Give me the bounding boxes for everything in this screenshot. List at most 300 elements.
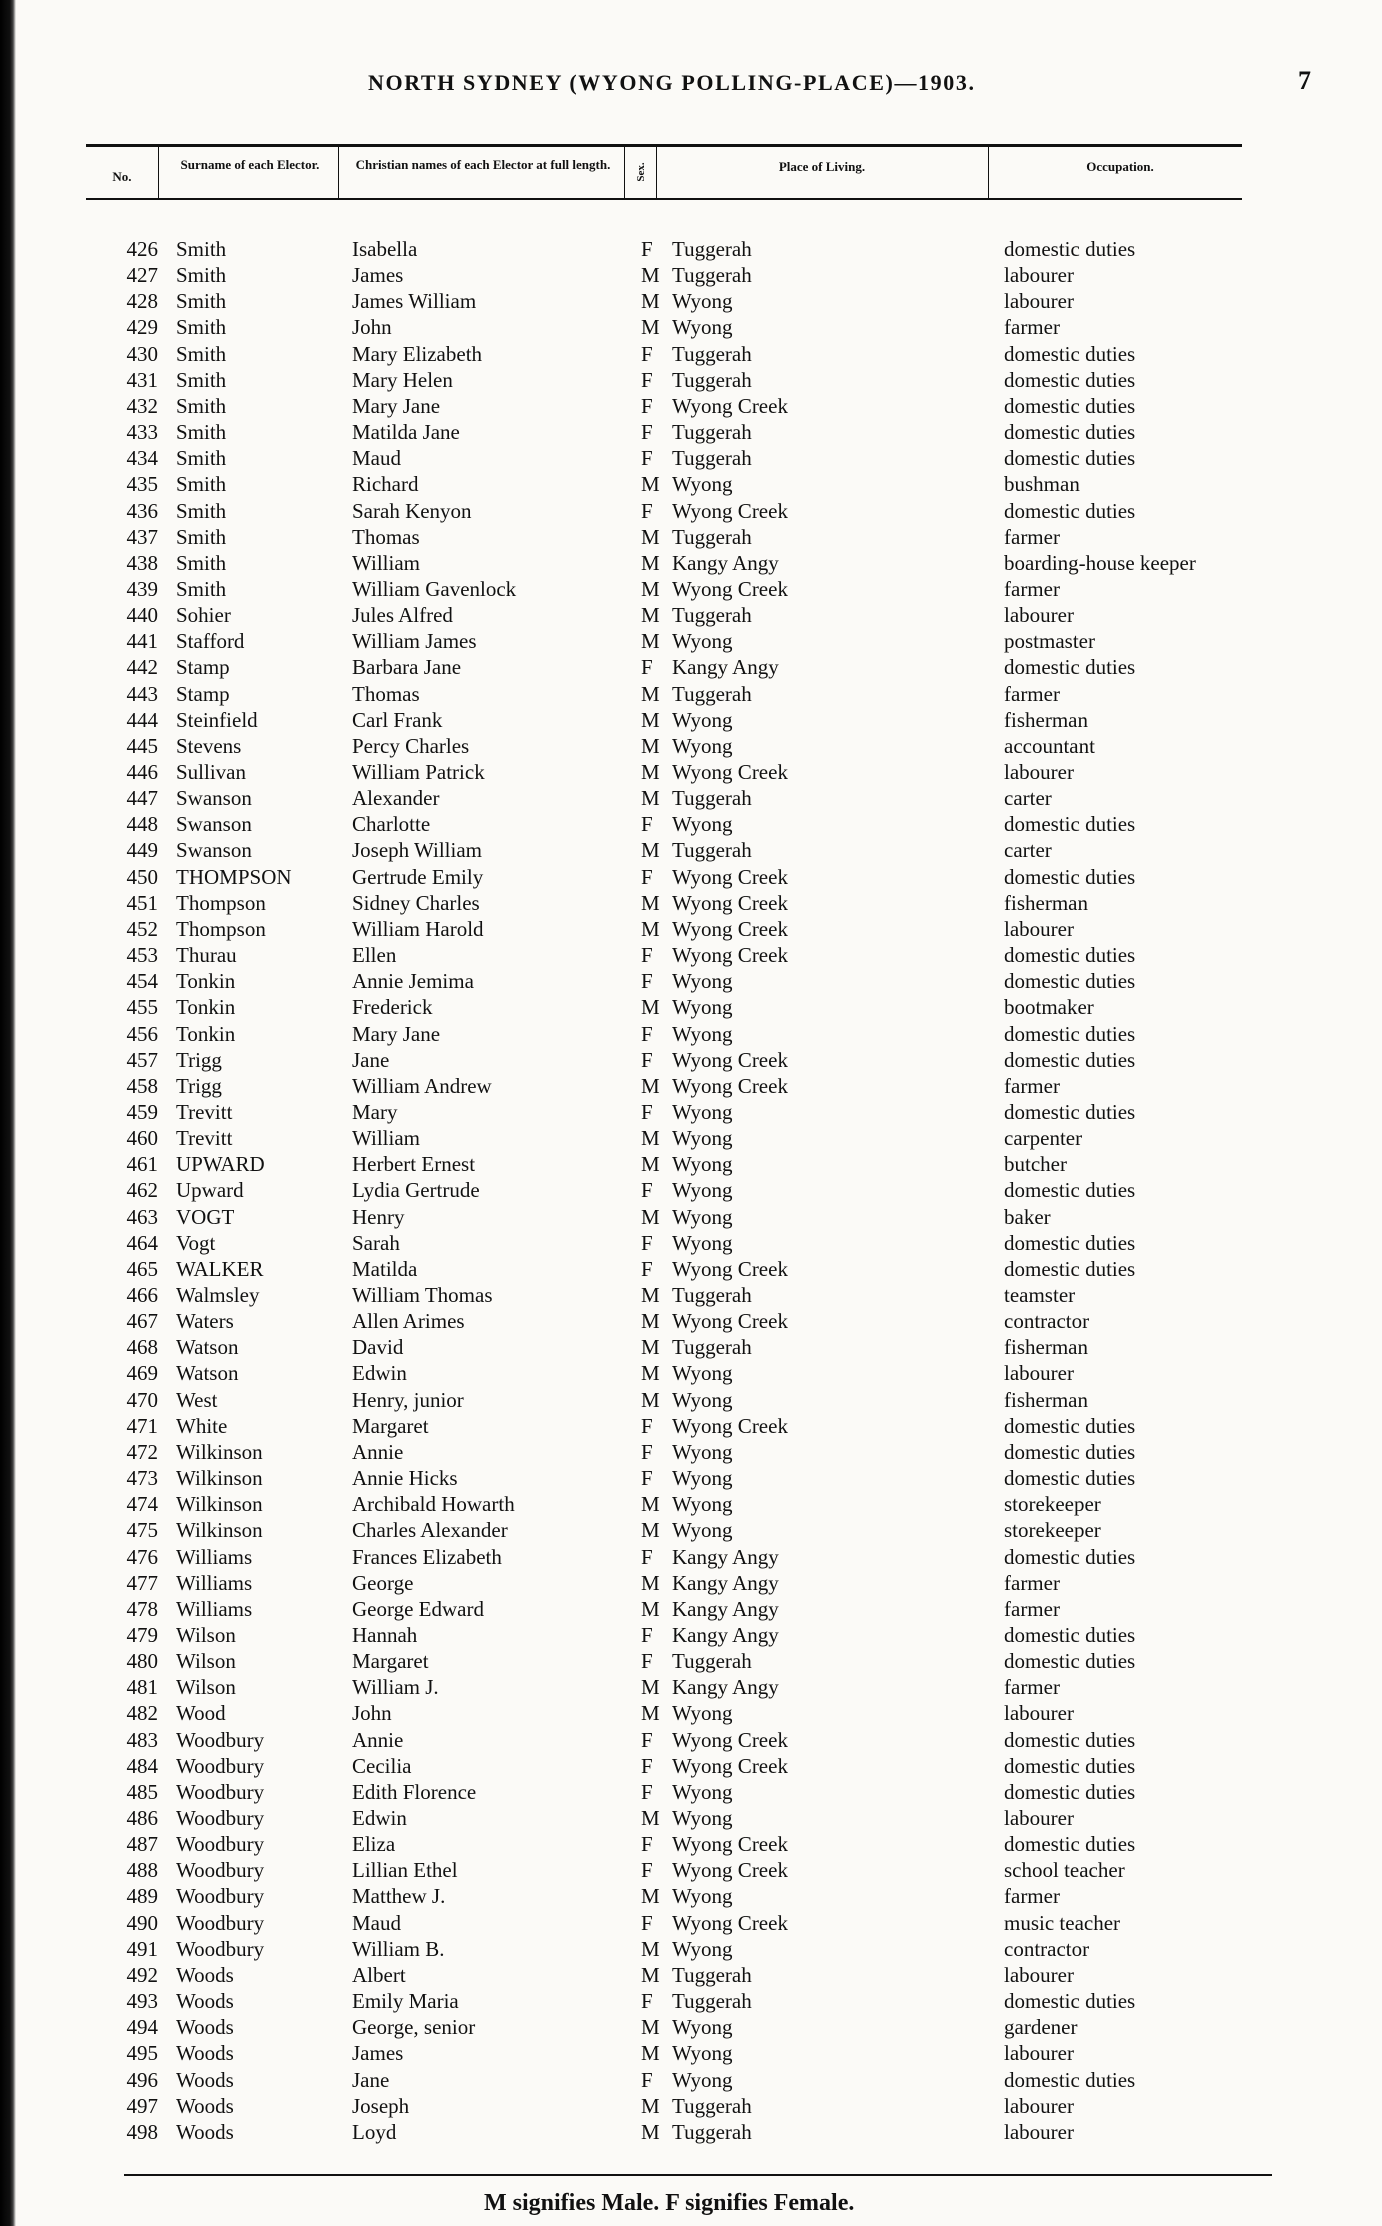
elector-place: Tuggerah	[672, 1649, 752, 1674]
elector-christian-names: James	[352, 2041, 404, 2066]
elector-surname: Woodbury	[176, 1753, 265, 1778]
elector-number: 474	[126, 1492, 158, 1517]
elector-surname: Smith	[176, 289, 227, 314]
elector-place: Wyong Creek	[672, 1047, 788, 1072]
elector-sex: F	[641, 237, 653, 261]
elector-number: 442	[126, 655, 158, 680]
elector-surname: Steinfield	[176, 707, 258, 732]
footer-rule	[124, 2174, 1272, 2176]
elector-number: 457	[126, 1047, 158, 1072]
elector-surname: Tonkin	[176, 995, 236, 1020]
elector-place: Wyong	[672, 1204, 733, 1229]
elector-sex: M	[641, 263, 660, 288]
elector-christian-names: George	[352, 1570, 414, 1595]
elector-place: Wyong	[672, 1884, 733, 1909]
elector-sex: M	[641, 1387, 660, 1412]
elector-sex: F	[641, 393, 653, 418]
elector-occupation: contractor	[1004, 1936, 1090, 1961]
elector-place: Wyong	[672, 289, 733, 314]
elector-christian-names: Barbara Jane	[352, 655, 462, 680]
elector-sex: M	[641, 1675, 660, 1700]
elector-place: Wyong Creek	[672, 1727, 788, 1752]
elector-occupation: school teacher	[1004, 1858, 1125, 1883]
elector-surname: Woods	[176, 2067, 234, 2092]
elector-christian-names: William Thomas	[352, 1283, 493, 1307]
header-bottom-rule	[86, 198, 1242, 200]
elector-number: 453	[126, 943, 158, 968]
elector-surname: Swanson	[176, 812, 252, 837]
elector-surname: Stamp	[176, 655, 230, 680]
elector-place: Wyong	[672, 1178, 733, 1203]
elector-surname: Wilkinson	[176, 1518, 263, 1543]
elector-number: 494	[126, 2015, 158, 2040]
elector-sex: M	[641, 1204, 660, 1229]
elector-number: 478	[126, 1596, 158, 1621]
elector-number: 493	[126, 1989, 158, 2014]
elector-number: 483	[126, 1727, 158, 1752]
elector-christian-names: Carl Frank	[352, 707, 443, 732]
elector-christian-names: Isabella	[352, 237, 418, 261]
elector-place: Tuggerah	[672, 2093, 752, 2118]
elector-christian-names: Frances Elizabeth	[352, 1544, 502, 1569]
elector-occupation: domestic duties	[1004, 1544, 1136, 1569]
elector-christian-names: Ellen	[352, 943, 397, 968]
elector-number: 491	[126, 1936, 158, 1961]
elector-christian-names: James	[352, 263, 404, 288]
elector-number: 443	[126, 681, 158, 706]
elector-place: Wyong	[672, 1021, 733, 1046]
elector-occupation: domestic duties	[1004, 1753, 1136, 1778]
elector-christian-names: Lillian Ethel	[352, 1858, 458, 1883]
elector-occupation: domestic duties	[1004, 1230, 1136, 1255]
elector-number: 463	[126, 1204, 158, 1229]
elector-number: 465	[126, 1256, 158, 1281]
elector-surname: Wood	[176, 1701, 226, 1726]
elector-sex: F	[641, 1832, 653, 1857]
elector-occupation: gardener	[1004, 2015, 1078, 2040]
elector-occupation: bootmaker	[1004, 995, 1094, 1020]
elector-surname: Woodbury	[176, 1727, 265, 1752]
elector-number: 486	[126, 1806, 158, 1830]
elector-place: Wyong	[672, 629, 733, 654]
elector-christian-names: Henry	[352, 1204, 405, 1229]
elector-place: Wyong	[672, 2067, 733, 2092]
elector-occupation: domestic duties	[1004, 1622, 1136, 1647]
elector-place: Kangy Angy	[672, 1622, 779, 1647]
elector-surname: Woodbury	[176, 1858, 265, 1883]
elector-surname: Stamp	[176, 681, 230, 706]
elector-surname: Upward	[176, 1178, 244, 1203]
elector-christian-names: Maud	[352, 446, 401, 471]
elector-christian-names: Mary Elizabeth	[352, 341, 483, 366]
elector-sex: M	[641, 2041, 660, 2066]
elector-occupation: storekeeper	[1004, 1518, 1101, 1543]
column-header-place: Place of Living.	[778, 159, 866, 174]
elector-occupation: domestic duties	[1004, 1413, 1136, 1438]
elector-sex: F	[641, 1230, 653, 1255]
elector-occupation: domestic duties	[1004, 1727, 1136, 1752]
elector-sex: F	[641, 446, 653, 471]
elector-surname: Wilson	[176, 1622, 236, 1647]
elector-occupation: domestic duties	[1004, 655, 1136, 680]
elector-number: 426	[126, 237, 158, 261]
elector-place: Tuggerah	[672, 367, 752, 392]
elector-surname: Trigg	[176, 1073, 222, 1098]
elector-place: Tuggerah	[672, 341, 752, 366]
elector-occupation: farmer	[1004, 1570, 1060, 1595]
elector-christian-names: Allen Arimes	[352, 1309, 465, 1334]
elector-number: 476	[126, 1544, 158, 1569]
elector-christian-names: Herbert Ernest	[352, 1152, 476, 1177]
elector-place: Wyong	[672, 1387, 733, 1412]
elector-christian-names: Mary Helen	[352, 367, 453, 392]
elector-christian-names: Edwin	[352, 1361, 407, 1386]
elector-christian-names: Edith Florence	[352, 1779, 477, 1804]
elector-occupation: farmer	[1004, 1675, 1060, 1700]
elector-occupation: labourer	[1004, 2041, 1074, 2066]
elector-sex: M	[641, 1361, 660, 1386]
elector-number: 448	[126, 812, 158, 837]
elector-christian-names: Eliza	[352, 1832, 396, 1857]
elector-place: Tuggerah	[672, 1283, 752, 1307]
elector-occupation: carter	[1004, 786, 1052, 811]
elector-sex: M	[641, 1492, 660, 1517]
elector-place: Wyong Creek	[672, 393, 788, 418]
elector-sex: M	[641, 1596, 660, 1621]
elector-surname: Trevitt	[176, 1126, 233, 1151]
elector-christian-names: Matthew J.	[352, 1884, 446, 1909]
elector-surname: Woods	[176, 2015, 234, 2040]
elector-number: 492	[126, 1962, 158, 1987]
elector-number: 498	[126, 2119, 158, 2144]
elector-sex: M	[641, 890, 660, 915]
elector-occupation: domestic duties	[1004, 1649, 1136, 1674]
elector-occupation: butcher	[1004, 1152, 1067, 1177]
elector-surname: Williams	[176, 1544, 253, 1569]
elector-place: Wyong	[672, 1361, 733, 1386]
elector-place: Tuggerah	[672, 681, 752, 706]
book-spine-edge	[0, 0, 16, 2226]
elector-occupation: labourer	[1004, 1806, 1074, 1830]
elector-place: Kangy Angy	[672, 1596, 779, 1621]
elector-sex: M	[641, 733, 660, 758]
elector-sex: M	[641, 603, 660, 628]
elector-number: 469	[126, 1361, 158, 1386]
elector-place: Wyong	[672, 1701, 733, 1726]
elector-christian-names: Mary	[352, 1099, 398, 1124]
elector-sex: M	[641, 1701, 660, 1726]
elector-number: 430	[126, 341, 158, 366]
elector-surname: Smith	[176, 446, 227, 471]
elector-christian-names: Mary Jane	[352, 1021, 441, 1046]
elector-sex: M	[641, 524, 660, 549]
elector-surname: Woods	[176, 2041, 234, 2066]
elector-christian-names: William Andrew	[352, 1073, 492, 1098]
page-number: 7	[1298, 66, 1311, 95]
elector-occupation: domestic duties	[1004, 1439, 1136, 1464]
elector-place: Wyong	[672, 1492, 733, 1517]
elector-occupation: contractor	[1004, 1309, 1090, 1334]
elector-occupation: domestic duties	[1004, 1021, 1136, 1046]
elector-surname: Smith	[176, 237, 227, 261]
elector-place: Wyong	[672, 1126, 733, 1151]
elector-sex: F	[641, 1727, 653, 1752]
elector-occupation: labourer	[1004, 760, 1074, 784]
elector-number: 479	[126, 1622, 158, 1647]
elector-surname: Smith	[176, 472, 227, 497]
elector-occupation: fisherman	[1004, 890, 1088, 915]
elector-sex: M	[641, 1962, 660, 1987]
column-divider	[624, 144, 625, 200]
elector-place: Wyong	[672, 812, 733, 837]
elector-sex: F	[641, 812, 653, 837]
elector-occupation: domestic duties	[1004, 864, 1136, 889]
elector-sex: F	[641, 498, 653, 523]
elector-place: Tuggerah	[672, 237, 752, 261]
elector-place: Wyong	[672, 969, 733, 994]
elector-surname: Smith	[176, 393, 227, 418]
elector-place: Tuggerah	[672, 420, 752, 445]
elector-number: 466	[126, 1283, 158, 1307]
elector-surname: Woods	[176, 2119, 234, 2144]
elector-sex: F	[641, 943, 653, 968]
elector-surname: Woodbury	[176, 1936, 265, 1961]
page-title: NORTH SYDNEY (WYONG POLLING-PLACE)—1903.	[368, 70, 976, 95]
elector-number: 441	[126, 629, 158, 654]
elector-number: 432	[126, 393, 158, 418]
elector-christian-names: Annie	[352, 1439, 404, 1464]
elector-number: 447	[126, 786, 158, 811]
elector-surname: Smith	[176, 576, 227, 601]
elector-place: Wyong	[672, 1936, 733, 1961]
elector-number: 481	[126, 1675, 158, 1700]
elector-sex: F	[641, 1779, 653, 1804]
elector-sex: F	[641, 2067, 653, 2092]
elector-christian-names: James William	[352, 289, 477, 314]
elector-occupation: domestic duties	[1004, 1099, 1136, 1124]
elector-number: 480	[126, 1649, 158, 1674]
elector-surname: Wilkinson	[176, 1492, 263, 1517]
elector-surname: Thompson	[176, 916, 266, 941]
elector-sex: M	[641, 707, 660, 732]
elector-occupation: domestic duties	[1004, 393, 1136, 418]
elector-number: 470	[126, 1387, 158, 1412]
elector-surname: Woods	[176, 2093, 234, 2118]
elector-surname: Williams	[176, 1570, 253, 1595]
elector-surname: Smith	[176, 550, 227, 575]
elector-occupation: labourer	[1004, 1962, 1074, 1987]
column-header-surname: Surname of each Elector.	[180, 157, 320, 172]
elector-occupation: labourer	[1004, 289, 1074, 314]
elector-sex: M	[641, 786, 660, 811]
elector-place: Wyong Creek	[672, 943, 788, 968]
elector-christian-names: Thomas	[352, 681, 420, 706]
elector-christian-names: Annie	[352, 1727, 404, 1752]
elector-number: 428	[126, 289, 158, 314]
elector-occupation: labourer	[1004, 2119, 1074, 2144]
elector-sex: F	[641, 1910, 653, 1935]
elector-sex: M	[641, 1152, 660, 1177]
elector-number: 471	[126, 1413, 158, 1438]
elector-christian-names: Charlotte	[352, 812, 431, 837]
elector-christian-names: Albert	[352, 1962, 406, 1987]
elector-surname: Tonkin	[176, 969, 236, 994]
elector-occupation: labourer	[1004, 916, 1074, 941]
elector-number: 475	[126, 1518, 158, 1543]
elector-occupation: domestic duties	[1004, 812, 1136, 837]
elector-surname: Vogt	[176, 1230, 216, 1255]
elector-surname: Sohier	[176, 603, 231, 628]
elector-occupation: labourer	[1004, 263, 1074, 288]
elector-place: Wyong Creek	[672, 498, 788, 523]
elector-surname: Wilkinson	[176, 1466, 263, 1491]
elector-place: Wyong Creek	[672, 1832, 788, 1857]
elector-christian-names: Mary Jane	[352, 393, 441, 418]
column-divider	[158, 144, 159, 200]
elector-place: Wyong	[672, 1230, 733, 1255]
elector-christian-names: Loyd	[352, 2119, 397, 2144]
elector-christian-names: William Gavenlock	[352, 576, 517, 601]
elector-christian-names: Sarah	[352, 1230, 400, 1255]
elector-christian-names: Lydia Gertrude	[352, 1178, 480, 1203]
elector-occupation: baker	[1004, 1204, 1051, 1229]
elector-christian-names: Charles Alexander	[352, 1518, 508, 1543]
elector-place: Kangy Angy	[672, 1544, 779, 1569]
elector-christian-names: Archibald Howarth	[352, 1492, 515, 1517]
elector-number: 451	[126, 890, 158, 915]
elector-occupation: farmer	[1004, 315, 1060, 340]
elector-number: 487	[126, 1832, 158, 1857]
elector-christian-names: William J.	[352, 1675, 439, 1700]
elector-surname: Trigg	[176, 1047, 222, 1072]
elector-christian-names: John	[352, 1701, 392, 1726]
elector-place: Wyong Creek	[672, 1753, 788, 1778]
elector-sex: M	[641, 629, 660, 654]
elector-sex: F	[641, 1753, 653, 1778]
elector-place: Wyong Creek	[672, 864, 788, 889]
elector-place: Tuggerah	[672, 2119, 752, 2144]
elector-occupation: farmer	[1004, 576, 1060, 601]
elector-surname: Tonkin	[176, 1021, 236, 1046]
elector-occupation: farmer	[1004, 1596, 1060, 1621]
elector-place: Wyong Creek	[672, 1073, 788, 1098]
elector-sex: M	[641, 550, 660, 575]
elector-surname: UPWARD	[176, 1152, 265, 1177]
elector-surname: Wilkinson	[176, 1439, 263, 1464]
elector-number: 439	[126, 576, 158, 601]
elector-sex: M	[641, 315, 660, 340]
elector-sex: F	[641, 1178, 653, 1203]
elector-place: Wyong Creek	[672, 1413, 788, 1438]
elector-number: 446	[126, 760, 158, 784]
elector-christian-names: Jane	[352, 1047, 390, 1072]
elector-sex: F	[641, 1858, 653, 1883]
elector-sex: F	[641, 1466, 653, 1491]
column-header-christian: Christian names of each Elector at full length.	[355, 157, 611, 172]
elector-number: 490	[126, 1910, 158, 1935]
elector-occupation: domestic duties	[1004, 1256, 1136, 1281]
elector-christian-names: John	[352, 315, 392, 340]
elector-christian-names: Joseph	[352, 2093, 410, 2118]
elector-occupation: teamster	[1004, 1283, 1076, 1307]
elector-number: 467	[126, 1309, 158, 1334]
elector-occupation: labourer	[1004, 1701, 1074, 1726]
elector-surname: Woodbury	[176, 1832, 265, 1857]
elector-occupation: domestic duties	[1004, 367, 1136, 392]
elector-number: 497	[126, 2093, 158, 2118]
elector-surname: West	[176, 1387, 218, 1412]
elector-number: 431	[126, 367, 158, 392]
elector-surname: Wilson	[176, 1675, 236, 1700]
elector-surname: THOMPSON	[176, 864, 292, 889]
elector-occupation: storekeeper	[1004, 1492, 1101, 1517]
elector-occupation: domestic duties	[1004, 498, 1136, 523]
elector-sex: F	[641, 420, 653, 445]
elector-christian-names: Margaret	[352, 1649, 429, 1674]
elector-christian-names: Annie Hicks	[352, 1466, 458, 1491]
elector-occupation: domestic duties	[1004, 1178, 1136, 1203]
elector-sex: F	[641, 1021, 653, 1046]
elector-surname: Watson	[176, 1335, 239, 1360]
elector-number: 489	[126, 1884, 158, 1909]
elector-place: Tuggerah	[672, 1962, 752, 1987]
elector-number: 427	[126, 263, 158, 288]
elector-sex: F	[641, 1099, 653, 1124]
elector-surname: Walmsley	[176, 1283, 260, 1307]
elector-sex: M	[641, 995, 660, 1020]
elector-place: Wyong	[672, 2041, 733, 2066]
elector-sex: M	[641, 1335, 660, 1360]
elector-sex: M	[641, 916, 660, 941]
elector-place: Wyong Creek	[672, 890, 788, 915]
elector-sex: M	[641, 2015, 660, 2040]
elector-occupation: fisherman	[1004, 707, 1088, 732]
elector-place: Kangy Angy	[672, 655, 779, 680]
elector-occupation: farmer	[1004, 681, 1060, 706]
elector-christian-names: Percy Charles	[352, 733, 470, 758]
elector-surname: Wilson	[176, 1649, 236, 1674]
elector-number: 468	[126, 1335, 158, 1360]
elector-christian-names: William Patrick	[352, 760, 485, 784]
elector-sex: M	[641, 1518, 660, 1543]
elector-christian-names: Gertrude Emily	[352, 864, 484, 889]
elector-surname: Smith	[176, 524, 227, 549]
elector-place: Tuggerah	[672, 838, 752, 863]
elector-number: 454	[126, 969, 158, 994]
elector-occupation: domestic duties	[1004, 1047, 1136, 1072]
column-header-no: No.	[112, 169, 132, 184]
elector-number: 482	[126, 1701, 158, 1726]
elector-occupation: fisherman	[1004, 1387, 1088, 1412]
elector-place: Wyong	[672, 1152, 733, 1177]
elector-surname: Woodbury	[176, 1884, 265, 1909]
elector-place: Wyong	[672, 707, 733, 732]
elector-occupation: carter	[1004, 838, 1052, 863]
column-header-occupation: Occupation.	[1086, 159, 1154, 174]
elector-sex: F	[641, 1256, 653, 1281]
elector-surname: Smith	[176, 367, 227, 392]
sex-legend: M signifies Male. F signifies Female.	[484, 2190, 855, 2216]
elector-sex: M	[641, 760, 660, 784]
elector-occupation: domestic duties	[1004, 1466, 1136, 1491]
elector-sex: F	[641, 1047, 653, 1072]
elector-surname: Woodbury	[176, 1779, 265, 1804]
elector-number: 436	[126, 498, 158, 523]
elector-surname: Waters	[176, 1309, 234, 1334]
elector-surname: Thompson	[176, 890, 266, 915]
elector-christian-names: Edwin	[352, 1806, 407, 1830]
elector-sex: M	[641, 1570, 660, 1595]
